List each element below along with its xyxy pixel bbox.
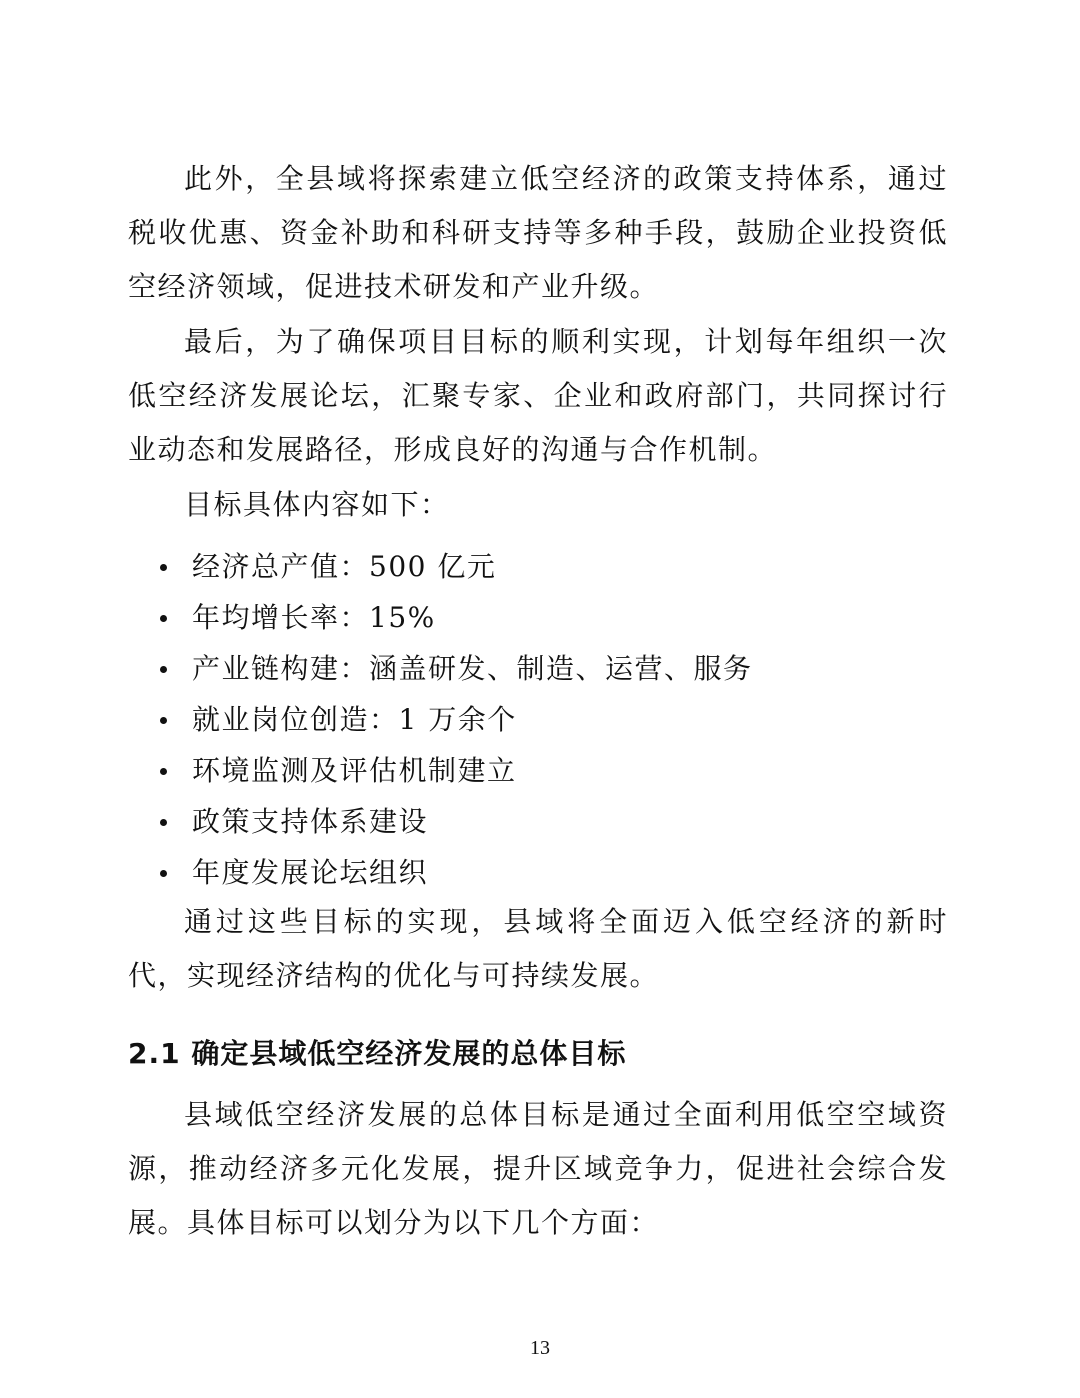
page-number: 13 bbox=[530, 1337, 550, 1359]
bullet-icon bbox=[160, 564, 167, 571]
bullet-text: 就业岗位创造：1 万余个 bbox=[192, 703, 517, 736]
bullet-text: 环境监测及评估机制建立 bbox=[192, 754, 517, 787]
bullet-text: 政策支持体系建设 bbox=[192, 805, 429, 838]
list-item bbox=[128, 541, 948, 592]
bullet-icon bbox=[160, 717, 167, 724]
goal-bullet-list bbox=[128, 541, 948, 898]
paragraph-policy-support: 此外，全县域将探索建立低空经济的政策支持体系，通过税收优惠、资金补助和科研支持等多种手段，鼓励企业投资低空经济领域，促进技术研发和产业升级。 bbox=[128, 162, 948, 303]
list-item bbox=[128, 847, 948, 898]
list-item bbox=[128, 796, 948, 847]
bullet-text: 经济总产值：500 亿元 bbox=[192, 550, 497, 583]
paragraph-goals-intro: 目标具体内容如下： bbox=[184, 488, 450, 521]
bullet-icon bbox=[160, 615, 167, 622]
bullet-text: 年度发展论坛组织 bbox=[192, 856, 429, 889]
paragraph-annual-forum: 最后，为了确保项目目标的顺利实现，计划每年组织一次低空经济发展论坛，汇聚专家、企业和政府部门，共同探讨行业动态和发展路径，形成良好的沟通与合作机制。 bbox=[128, 325, 948, 466]
list-item bbox=[128, 694, 948, 745]
list-item bbox=[128, 643, 948, 694]
bullet-icon bbox=[160, 666, 167, 673]
paragraph-conclusion: 通过这些目标的实现，县域将全面迈入低空经济的新时代，实现经济结构的优化与可持续发展。 bbox=[128, 905, 948, 992]
list-item bbox=[128, 745, 948, 796]
bullet-icon bbox=[160, 768, 167, 775]
bullet-text: 产业链构建：涵盖研发、制造、运营、服务 bbox=[192, 652, 753, 685]
bullet-text: 年均增长率：15% bbox=[192, 601, 436, 634]
bullet-icon bbox=[160, 819, 167, 826]
paragraph-overall-goal: 县域低空经济发展的总体目标是通过全面利用低空空域资源，推动经济多元化发展，提升区域竞争力，促进社会综合发展。具体目标可以划分为以下几个方面： bbox=[128, 1098, 948, 1239]
list-item bbox=[128, 592, 948, 643]
bullet-icon bbox=[160, 870, 167, 877]
section-heading: 2.1 确定县域低空经济发展的总体目标 bbox=[128, 1037, 627, 1070]
